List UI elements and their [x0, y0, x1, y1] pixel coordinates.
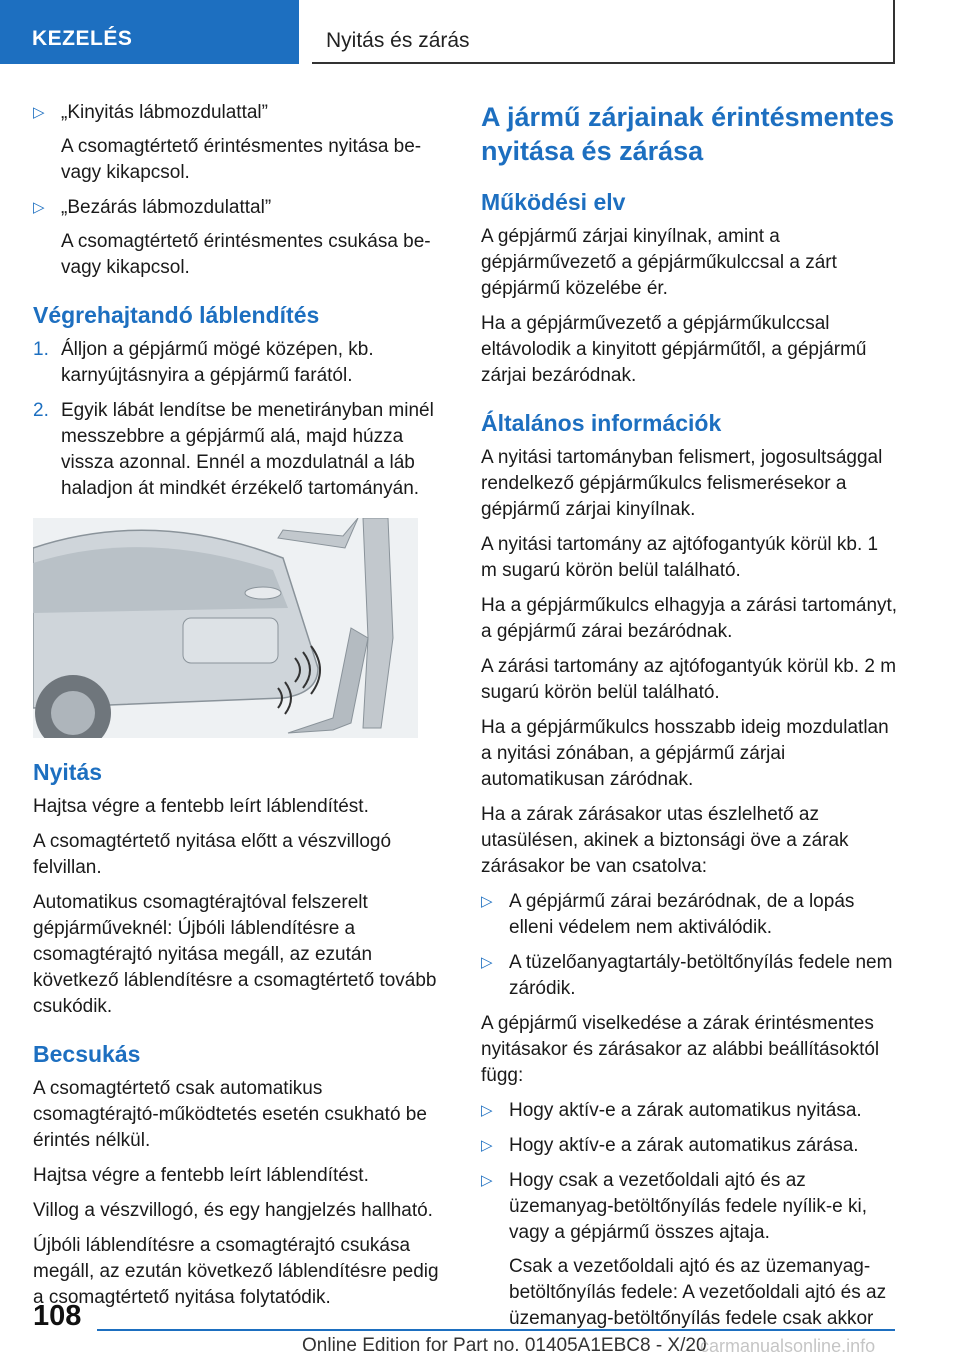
kick-sensor-illustration	[33, 518, 418, 738]
triangle-bullet-icon: ▷	[481, 954, 493, 971]
triangle-bullet-icon: ▷	[481, 893, 493, 910]
list-item	[481, 1098, 899, 1124]
heading-lablenditas: Végrehajtandó láblendítés	[33, 302, 320, 328]
bullet-text: Hogy aktív-e a zárak automatikus nyitása.	[509, 1100, 862, 1121]
paragraph: A nyitási tartományban felismert, jogosultsággal rendelkező gépjárműkulcs felismerésekor a gépjármű zárjai kinyílnak.	[481, 447, 883, 520]
list-item	[33, 195, 451, 281]
left-column	[33, 100, 451, 1320]
footer-divider	[97, 1329, 895, 1331]
bullet-text: Hogy csak a vezetőoldali ajtó és az üzemanyag-betöltőnyílás fedele nyílik-e ki, vagy a gépjármű összes ajtaja.	[509, 1170, 868, 1243]
paragraph: A gépjármű zárjai kinyílnak, amint a gépjárművezető a gépjárműkulccsal a zárt gépjármű közelébe ér.	[481, 226, 837, 299]
page-number: 108	[33, 1300, 82, 1332]
bullet-text: A csomagtértető érintésmentes nyitása be- vagy kikapcsol.	[61, 136, 422, 183]
step-text: Álljon a gépjármű mögé középen, kb. karnyújtásnyira a gépjármű farától.	[61, 339, 374, 386]
section-tab	[0, 0, 299, 64]
bullet-subtext: Csak a vezetőoldali ajtó és az üzemanyag-betöltőnyílás fedele: A vezetőoldali ajtó és az üzemanyag-betöltőnyílás fedele csak akkor	[509, 1256, 887, 1329]
right-column	[481, 100, 899, 1341]
triangle-bullet-icon: ▷	[33, 199, 45, 216]
paragraph: A gépjármű viselkedése a zárak érintésmentes nyitásakor és zárásakor az alábbi beállításoktól függ:	[481, 1013, 880, 1086]
list-item	[481, 1133, 899, 1159]
footer-edition: Online Edition for Part no. 01405A1EBC8 - X/20	[302, 1335, 707, 1356]
list-item	[33, 100, 451, 186]
triangle-bullet-icon: ▷	[481, 1102, 493, 1119]
paragraph: A csomagtértető nyitása előtt a vészvillogó felvillan.	[33, 831, 392, 878]
paragraph: Hajtsa végre a fentebb leírt láblendítést.	[33, 1165, 369, 1186]
step-item	[33, 398, 451, 502]
bullet-title: „Bezárás lábmozdulattal”	[61, 197, 272, 218]
bullet-text: A gépjármű zárai bezáródnak, de a lopás elleni védelem nem aktiválódik.	[509, 891, 855, 938]
triangle-bullet-icon: ▷	[481, 1172, 493, 1189]
step-number: 2.	[33, 400, 49, 421]
bullet-text: A tüzelőanyagtartály-betöltőnyílás fedele nem záródik.	[509, 952, 893, 999]
heading-info: Általános információk	[481, 410, 722, 436]
step-text: Egyik lábát lendítse be menetirányban minél messzebbre a gépjármű alá, majd húzza vissza azonnal. Ennél a mozdulatnál a láb haladjon át mindkét érzékelő tartományán.	[61, 400, 434, 499]
paragraph: Hajtsa végre a fentebb leírt láblendítést.	[33, 796, 369, 817]
paragraph: Ha a zárak zárásakor utas észlelhető az utasülésen, akinek a biztonsági öve a zárak zárásakor be van csatolva:	[481, 804, 849, 877]
bullet-text: A csomagtértető érintésmentes csukása be- vagy kikapcsol.	[61, 231, 431, 278]
bullet-title: „Kinyitás lábmozdulattal”	[61, 102, 268, 123]
main-heading: A jármű zárjainak érintésmentes nyitása és zárása	[481, 102, 895, 166]
paragraph: Ha a gépjárművezető a gépjárműkulccsal eltávolodik a kinyitott gépjárműtől, a gépjármű zárjai bezáródnak.	[481, 313, 867, 386]
bullet-text: Hogy aktív-e a zárak automatikus zárása.	[509, 1135, 859, 1156]
triangle-bullet-icon: ▷	[33, 104, 45, 121]
paragraph: Automatikus csomagtérajtóval felszerelt gépjárműveknél: Újbóli láblendítésre a csomagtérajtó nyitása megáll, az ezután következő láblendítésre a csomagtértető tovább csukódik.	[33, 892, 437, 1017]
watermark: carmanualsonline.info	[700, 1336, 876, 1356]
list-item	[481, 950, 899, 1002]
paragraph: A nyitási tartomány az ajtófogantyúk körül kb. 1 m sugarú körön belül található.	[481, 534, 879, 581]
paragraph: Újbóli láblendítésre a csomagtérajtó csukása megáll, az ezután következő láblendítésre pedig a csomagtértető nyitása folytatódik.	[33, 1235, 439, 1308]
heading-becsukas: Becsukás	[33, 1041, 141, 1067]
paragraph: Villog a vészvillogó, és egy hangjelzés hallható.	[33, 1200, 433, 1221]
chapter-title: Nyitás és zárás	[326, 29, 470, 52]
paragraph: A csomagtértető csak automatikus csomagtérajtó-működtetés esetén csukható be érintés nélkül.	[33, 1078, 427, 1151]
paragraph: Ha a gépjárműkulcs elhagyja a zárási tartományt, a gépjármű zárai bezáródnak.	[481, 595, 898, 642]
heading-nyitas: Nyitás	[33, 759, 103, 785]
paragraph: A zárási tartomány az ajtófogantyúk körül kb. 2 m sugarú körön belül található.	[481, 656, 897, 703]
heading-elv: Működési elv	[481, 189, 626, 215]
step-item	[33, 337, 451, 389]
list-item	[481, 889, 899, 941]
chapter-header	[312, 0, 895, 64]
triangle-bullet-icon: ▷	[481, 1137, 493, 1154]
step-number: 1.	[33, 339, 49, 360]
list-item	[481, 1168, 899, 1332]
paragraph: Ha a gépjárműkulcs hosszabb ideig mozdulatlan a nyitási zónában, a gépjármű zárjai automatikusan záródnak.	[481, 717, 889, 790]
section-title: KEZELÉS	[32, 27, 133, 50]
